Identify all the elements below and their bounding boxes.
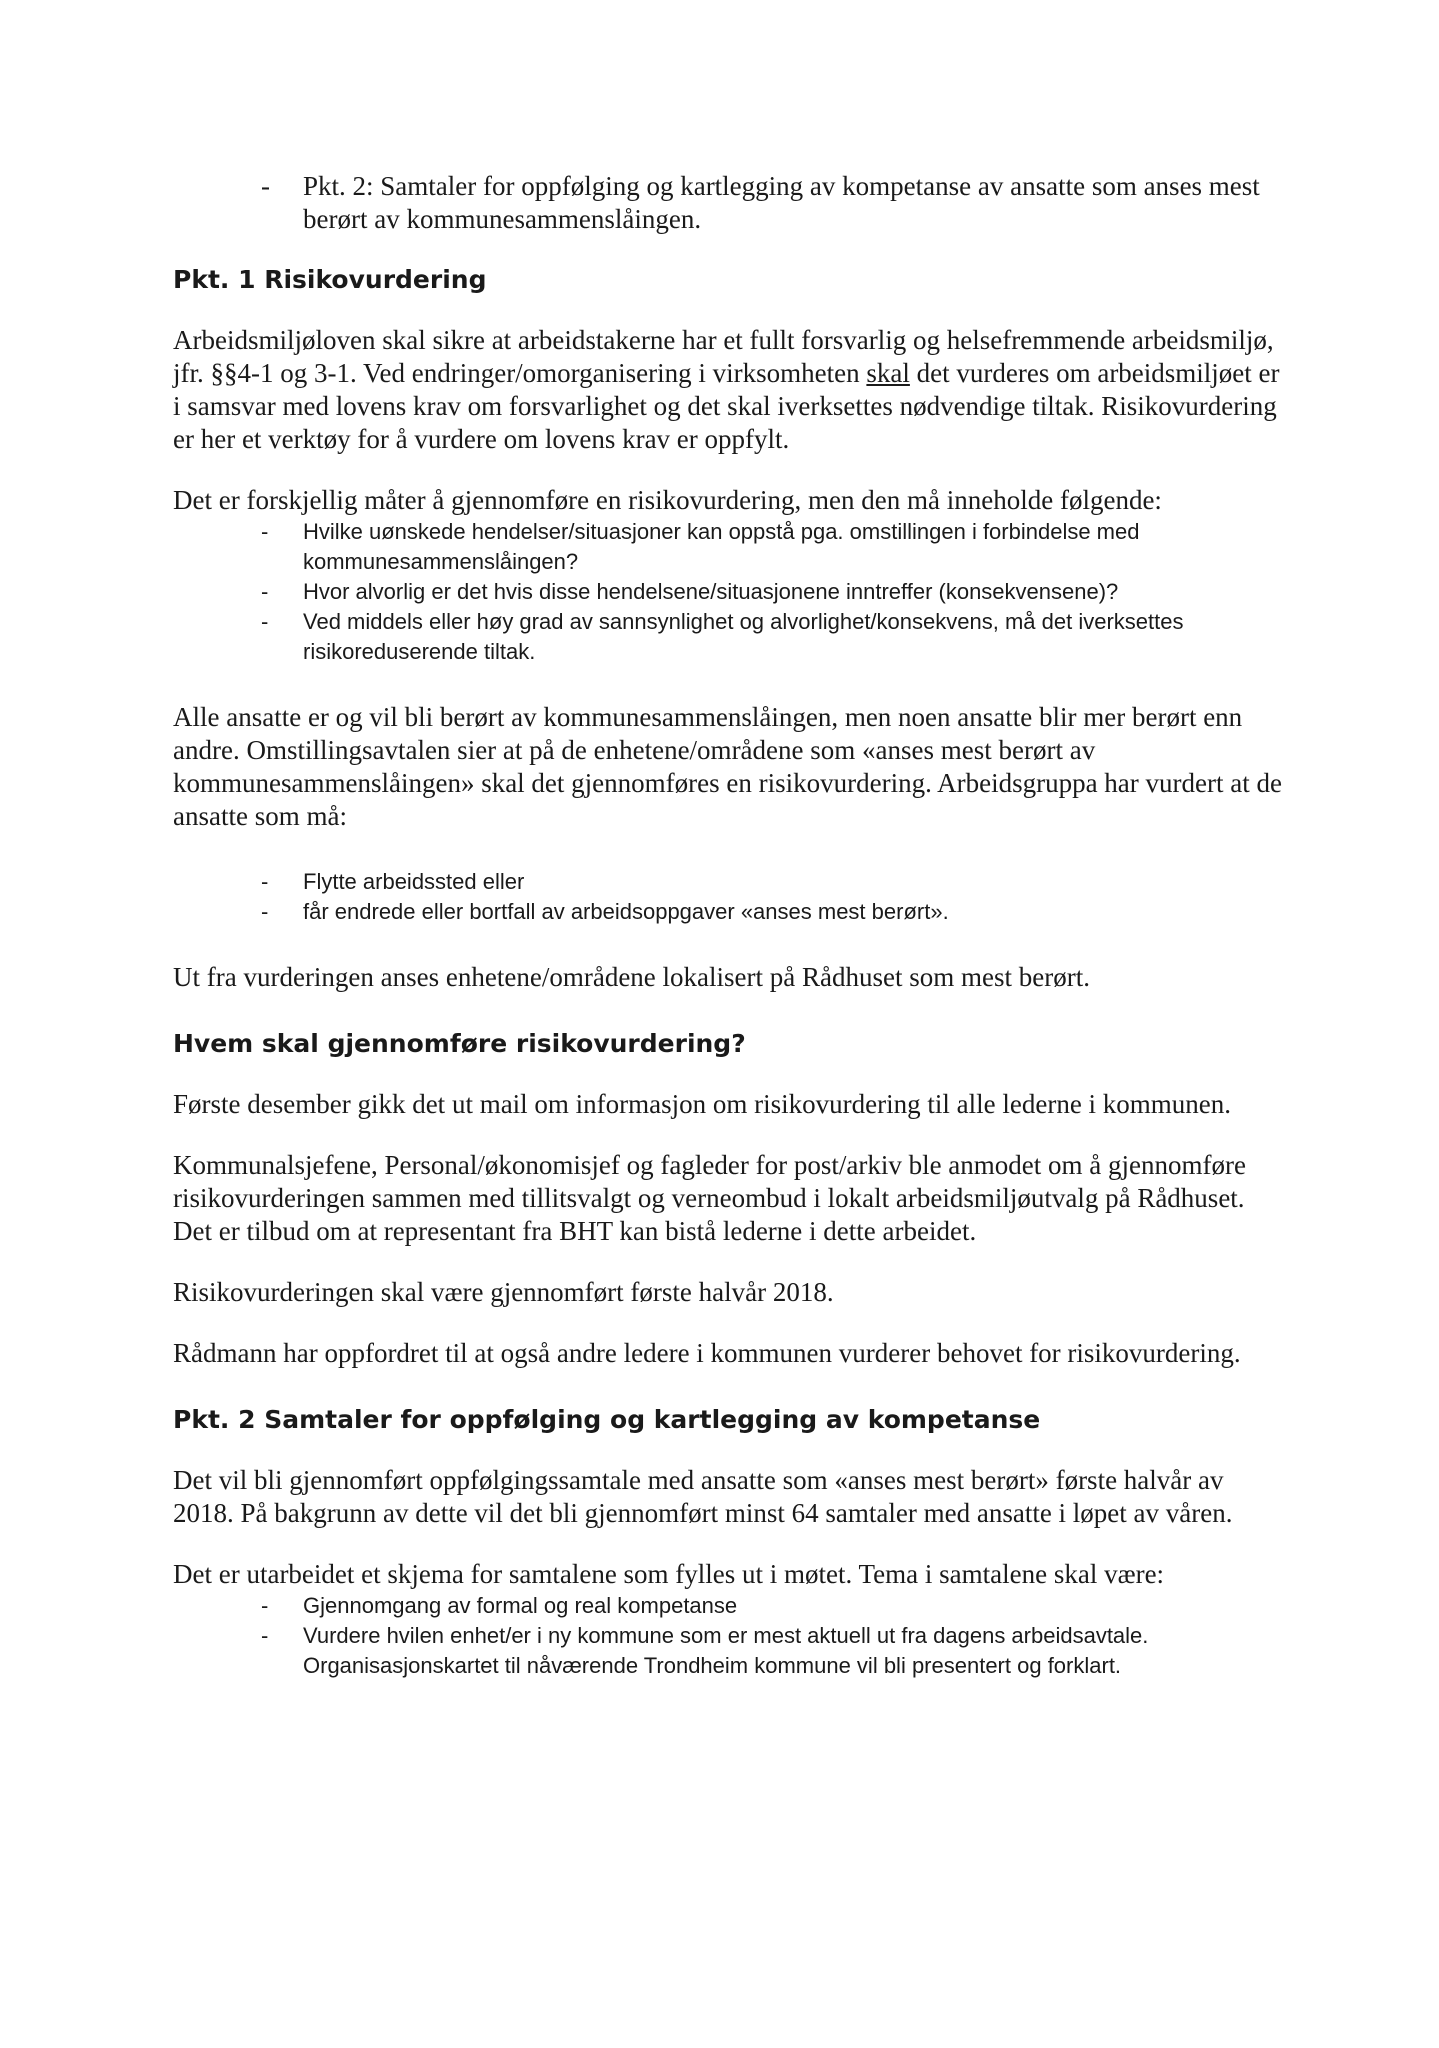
section-heading-risk: Pkt. 1 Risikovurdering: [173, 265, 487, 294]
list-item: [173, 577, 1283, 607]
list-dash: -: [261, 1623, 269, 1648]
paragraph: Kommunalsjefene, Personal/økonomisjef og fagleder for post/arkiv ble anmodet om å gjennomføre risikovurderingen sammen med tillitsvalgt og verneombud i lokalt arbeidsmiljøutvalg på Rådhuset. Det er tilbud om at representant fra BHT kan bistå lederne i dette arbeidet.: [173, 1150, 1246, 1246]
underlined-word: skal: [866, 358, 910, 388]
paragraph: Det er forskjellig måter å gjennomføre en risikovurdering, men den må inneholde følgende:: [173, 485, 1162, 515]
paragraph-text: det vurderes om arbeidsmiljøet er i samsvar med lovens krav om forsvarlighet og det skal iverksettes nødvendige tiltak. Risikovurdering er her et verktøy for å vurdere om lovens krav er oppfylt.: [173, 358, 1280, 454]
paragraph: Det vil bli gjennomført oppfølgingssamtale med ansatte som «anses mest berørt» første halvår av 2018. På bakgrunn av dette vil det bli gjennomført minst 64 samtaler med ansatte i løpet av våren.: [173, 1465, 1233, 1528]
list-dash: -: [261, 579, 269, 604]
paragraph: Ut fra vurderingen anses enhetene/områdene lokalisert på Rådhuset som mest berørt.: [173, 962, 1090, 992]
list-item: [173, 1621, 1283, 1681]
list-item-text: får endrede eller bortfall av arbeidsoppgaver «anses mest berørt».: [303, 899, 949, 924]
list-item-text: Gjennomgang av formal og real kompetanse: [303, 1593, 738, 1618]
paragraph: Det er utarbeidet et skjema for samtalene som fylles ut i møtet. Tema i samtalene skal være:: [173, 1559, 1165, 1589]
list-dash: -: [261, 519, 269, 544]
section-heading-conversations: Pkt. 2 Samtaler for oppfølging og kartlegging av kompetanse: [173, 1405, 1041, 1434]
affected-list: [173, 867, 1283, 927]
paragraph: Risikovurderingen skal være gjennomført første halvår 2018.: [173, 1277, 834, 1307]
list-dash: -: [261, 899, 269, 924]
paragraph: Rådmann har oppfordret til at også andre ledere i kommunen vurderer behovet for risikovurdering.: [173, 1338, 1241, 1368]
list-item: [173, 517, 1283, 577]
list-item: [173, 897, 1283, 927]
intro-list: [173, 170, 1283, 236]
list-dash: -: [261, 171, 270, 201]
list-item-text: Hvor alvorlig er det hvis disse hendelsene/situasjonene inntreffer (konsekvensene)?: [303, 579, 1119, 604]
list-item-text: Hvilke uønskede hendelser/situasjoner kan oppstå pga. omstillingen i forbindelse med kommunesammenslåingen?: [303, 519, 1140, 574]
list-dash: -: [261, 609, 269, 634]
list-item-text: Flytte arbeidssted eller: [303, 869, 525, 894]
list-item: [173, 607, 1283, 667]
list-item-text: Pkt. 2: Samtaler for oppfølging og kartlegging av kompetanse av ansatte som anses mest berørt av kommunesammenslåingen.: [303, 171, 1260, 234]
list-dash: -: [261, 1593, 269, 1618]
list-item: [173, 1591, 1283, 1621]
paragraph-text: Arbeidsmiljøloven skal sikre at arbeidstakerne har et fullt forsvarlig og helsefremmende arbeidsmiljø, jfr. §§4-1 og 3-1. Ved endringer/omorganisering i virksomheten: [173, 325, 1274, 388]
list-item: [173, 867, 1283, 897]
risk-questions-list: [173, 517, 1283, 667]
document-body: [173, 170, 1283, 1681]
paragraph: Første desember gikk det ut mail om informasjon om risikovurdering til alle lederne i kommunen.: [173, 1089, 1232, 1119]
section-heading-who: Hvem skal gjennomføre risikovurdering?: [173, 1029, 746, 1058]
paragraph: [173, 324, 1283, 456]
list-item-text: Ved middels eller høy grad av sannsynlighet og alvorlighet/konsekvens, må det iverksettes risikoreduserende tiltak.: [303, 609, 1184, 664]
list-item-text: Vurdere hvilen enhet/er i ny kommune som er mest aktuell ut fra dagens arbeidsavtale. Organisasjonskartet til nåværende Trondheim kommune vil bli presentert og forklart.: [303, 1623, 1149, 1678]
conversation-topics-list: [173, 1591, 1283, 1681]
list-item: [173, 170, 1283, 236]
paragraph: Alle ansatte er og vil bli berørt av kommunesammenslåingen, men noen ansatte blir mer berørt enn andre. Omstillingsavtalen sier at på de enhetene/områdene som «anses mest berørt av kommunesammenslåingen» skal det gjennomføres en risikovurdering. Arbeidsgruppa har vurdert at de ansatte som må:: [173, 702, 1282, 831]
list-dash: -: [261, 869, 269, 894]
